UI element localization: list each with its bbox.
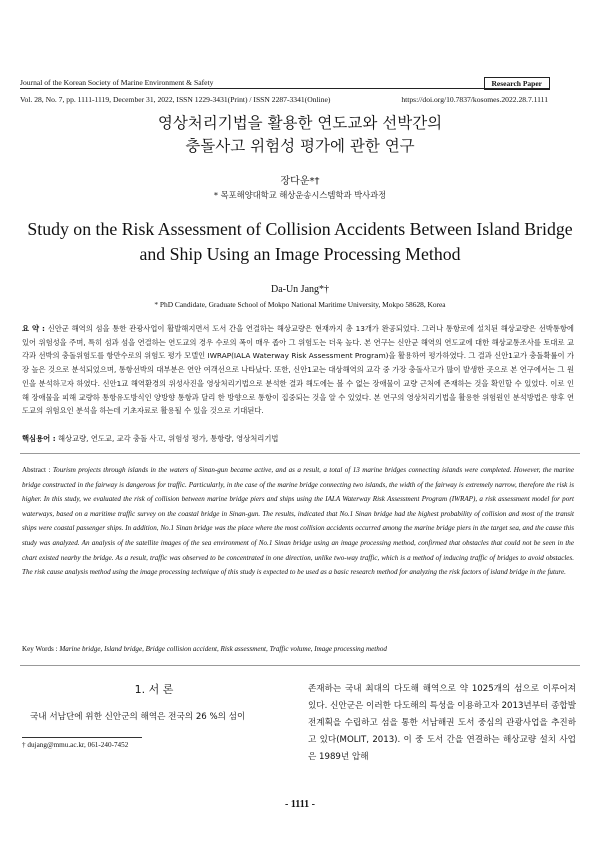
korean-keywords-label: 핵심용어 : <box>22 434 56 443</box>
english-abstract-label: Abstract : <box>22 466 51 474</box>
english-affiliation: * PhD Candidate, Graduate School of Mokpo National Maritime University, Mokpo 58628, Korea <box>154 300 446 309</box>
english-abstract <box>22 463 574 580</box>
header-rule <box>20 88 550 89</box>
footnote-rule <box>22 737 142 738</box>
english-title-line-2: and Ship Using an Image Processing Method <box>139 244 461 264</box>
korean-abstract <box>22 322 574 418</box>
journal-name: Journal of the Korean Society of Marine Environment & Safety <box>20 78 214 87</box>
introduction-heading: 1. 서 론 <box>134 683 174 696</box>
research-paper-badge: Research Paper <box>484 77 550 90</box>
english-keywords-text: Marine bridge, Island bridge, Bridge collision accident, Risk assessment, Traffic volume, Image processing method <box>59 645 387 653</box>
introduction-right-column: 존재하는 국내 최대의 다도해 해역으로 약 1025개의 섬으로 이루어져 있다. 신안군은 이러한 다도해의 특성을 이용하고자 2013년부터 종합발전계획을 수립하고 섬을 통한 서남해권 도서 중심의 관광사업을 추진하고 있다(MOLIT, 2013). 이 중 도서 간을 연결하는 해상교량 설치 사업은 1989년 압해 <box>308 684 576 763</box>
english-abstract-text: Tourism projects through islands in the waters of Sinan-gun became active, and as a result, a total of 13 marine bridges connecting islands were completed. However, the marine bridge constructed in the fairway is dangerous for traffic. Particularly, in the case of the marine bridge connecting two islands, the width of the fairway is extremely narrow, therefore the risk is higher. In this study, we evaluated the risk of collision between marine bridge piers and ships using the IALA Waterway Risk Assessment Program (IWRAP), a risk assessment model for port waterways, based on a maritime traffic survey on the coastal bridge in Sinan-gun. The results, indicated that No.1 Sinan bridge had the highest probability of collision and most of the transit ships were coastal passenger ships. In addition, No.1 Sinan bridge was the place where the most collision accidents occurred among the marine bridge piers in the target sea, and the cause this study was analyzed. An analysis of the satellite images of the sea environment of No.1 Sinan bridge using an image processing method, confirmed that obstacles that could not be seen in the chart existed nearby the bridge. As a result, traffic was observed to be concentrated in one direction, unlike two-way traffic, which is a method of inducing traffic of bridges to avoid obstacles. The risk cause analysis method using the image processing technique of this study is expected to be used as a basic research method for analyzing the risk factors of island bridge in the future. <box>22 466 575 577</box>
english-keywords-label: Key Words : <box>22 645 58 653</box>
korean-keywords-text: 해상교량, 연도교, 교각 충돌 사고, 위험성 평가, 통항량, 영상처리기법 <box>57 434 279 443</box>
korean-title-line-2: 충돌사고 위험성 평가에 관한 연구 <box>185 137 415 155</box>
korean-keywords <box>22 434 574 444</box>
section-divider-bottom <box>20 665 580 666</box>
journal-meta: Vol. 28, No. 7, pp. 1111-1119, December 31, 2022, ISSN 1229-3431(Print) / ISSN 2287-3341(Online) <box>20 95 331 104</box>
english-author: Da-Un Jang*† <box>270 284 330 295</box>
doi-link[interactable]: https://doi.org/10.7837/kosomes.2022.28.7.1111 <box>401 95 548 104</box>
korean-abstract-text: 신안군 해역의 섬을 통한 관광사업이 활발해지면서 도서 간을 연결하는 해상교량은 현재까지 총 13개가 완공되었다. 그러나 통항로에 설치된 해상교량은 선박통항에 있어 위험성을 주며, 특히 섬과 섬을 연결하는 연도교의 경우 수로의 폭이 매우 좁아 그 위험도는 더욱 높다. 본 연구는 신안군 해역의 연도교에 대한 해상교통조사를 토대로 교각과 선박의 충돌위험도를 항만수로의 위험도 평가 모델인 IWRAP(IALA Waterway Risk Assessment Program)을 활용하여 평가하였다. 그 결과 신안1교가 충돌확률이 가장 높은 것으로 분석되었으며, 통항선박의 대부분은 연안 여객선으로 나타났다. 또한, 신안1교는 대상해역의 교각 중 가장 충돌사고가 많이 발생한 곳으로 본 연구에서는 그 원인을 분석하고자 하였다. 신안1교 해역환경의 위성사진을 영상처리기법으로 분석한 결과 해도에는 볼 수 없는 장애물이 교량 근처에 존재하는 것을 확인할 수 있었다. 이로 인해 장애물을 피해 교량하 통항유도방식인 양방향 통항과 달리 한 방향으로 통항이 집중되는 것을 알 수 있었다. 본 연구의 영상처리기법을 활용한 위험원인 분석방법은 향후 연도교의 위험요인 분석을 하는데 기초자료로 활용될 수 있을 것으로 기대된다. <box>22 324 574 416</box>
section-divider <box>20 453 580 454</box>
introduction-left-column: 국내 서남단에 위한 신안군의 해역은 전국의 26 %의 섬이 <box>30 712 246 722</box>
korean-affiliation: * 목포해양대학교 해상운송시스템학과 박사과정 <box>213 190 387 200</box>
english-title-line-1: Study on the Risk Assessment of Collision Accidents Between Island Bridge <box>27 219 573 239</box>
page-number: - 1111 - <box>284 799 315 810</box>
english-keywords <box>22 645 574 653</box>
korean-author: 장다운*† <box>280 176 320 187</box>
corresponding-author-footnote: † dujang@mmu.ac.kr, 061-240-7452 <box>22 741 129 749</box>
korean-abstract-label: 요 약 : <box>22 324 45 333</box>
korean-title-line-1: 영상처리기법을 활용한 연도교와 선박간의 <box>157 114 443 132</box>
